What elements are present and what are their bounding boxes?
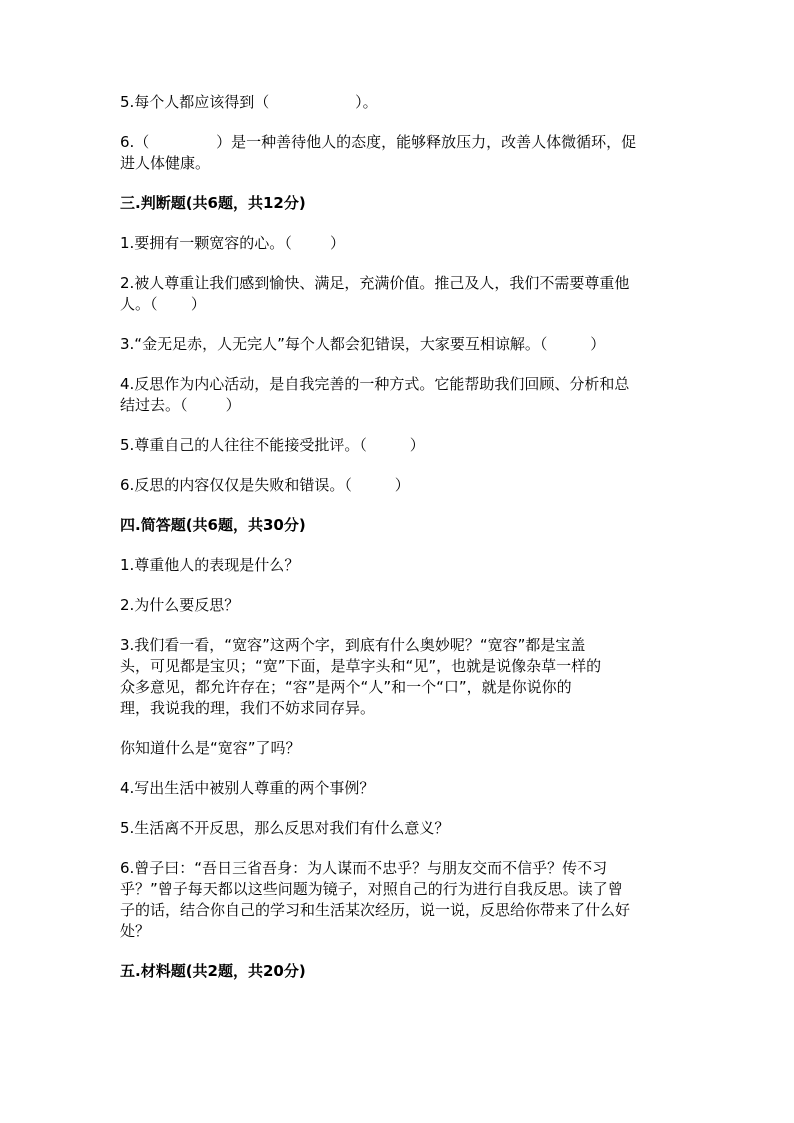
tf-question-5: 5.尊重自己的人往往不能接受批评。（ ） — [120, 436, 425, 454]
sa-question-3-line-3: 众多意见，都允许存在；“容”是两个“人”和一个“口”，就是你说你的 — [120, 678, 572, 696]
question-6-line-2: 进人体健康。 — [120, 154, 211, 172]
sa-question-6-line-4: 处？ — [120, 922, 151, 940]
section-title-true-false: 三.判断题(共6题，共12分) — [120, 194, 306, 212]
sa-question-6-line-3: 子的话，结合你自己的学习和生活某次经历，说一说，反思给你带来了什么好 — [120, 901, 631, 919]
tf-question-3: 3.“金无足赤，人无完人”每个人都会犯错误，大家要互相谅解。（ ） — [120, 335, 606, 353]
sa-question-3-line-2: 头，可见都是宝贝；“宽”下面，是草字头和“见”，也就是说像杂草一样的 — [120, 657, 602, 675]
section-title-material: 五.材料题(共2题，共20分) — [120, 962, 306, 980]
sa-question-5: 5.生活离不开反思，那么反思对我们有什么意义？ — [120, 819, 450, 837]
sa-question-4: 4.写出生活中被别人尊重的两个事例？ — [120, 779, 375, 797]
sa-question-3-line-1: 3.我们看一看，“宽容”这两个字，到底有什么奥妙呢？“宽容”都是宝盖 — [120, 636, 586, 654]
tf-question-6: 6.反思的内容仅仅是失败和错误。（ ） — [120, 476, 410, 494]
section-title-short-answer: 四.简答题(共6题，共30分) — [120, 516, 306, 534]
sa-question-3-line-4: 理，我说我的理，我们不妨求同存异。 — [120, 699, 376, 717]
sa-question-3-prompt: 你知道什么是“宽容”了吗？ — [120, 739, 301, 757]
exam-page — [120, 92, 680, 982]
sa-question-6-line-1: 6.曾子曰：“吾日三省吾身：为人谋而不忠乎？与朋友交而不信乎？传不习 — [120, 859, 608, 877]
sa-question-1: 1.尊重他人的表现是什么？ — [120, 556, 300, 574]
question-5: 5.每个人都应该得到（ ）。 — [120, 93, 378, 111]
question-6-line-1: 6.（ ）是一种善待他人的态度，能够释放压力，改善人体微循环，促 — [120, 133, 637, 151]
tf-question-1: 1.要拥有一颗宽容的心。（ ） — [120, 234, 345, 252]
tf-question-4-line-1: 4.反思作为内心活动，是自我完善的一种方式。它能帮助我们回顾、分析和总 — [120, 375, 630, 393]
sa-question-6-line-2: 乎？”曾子每天都以这些问题为镜子，对照自己的行为进行自我反思。读了曾 — [120, 880, 623, 898]
tf-question-2-line-1: 2.被人尊重让我们感到愉快、满足，充满价值。推己及人，我们不需要尊重他 — [120, 274, 630, 292]
tf-question-2-line-2: 人。（ ） — [120, 295, 206, 313]
sa-question-2: 2.为什么要反思？ — [120, 596, 240, 614]
tf-question-4-line-2: 结过去。（ ） — [120, 396, 241, 414]
